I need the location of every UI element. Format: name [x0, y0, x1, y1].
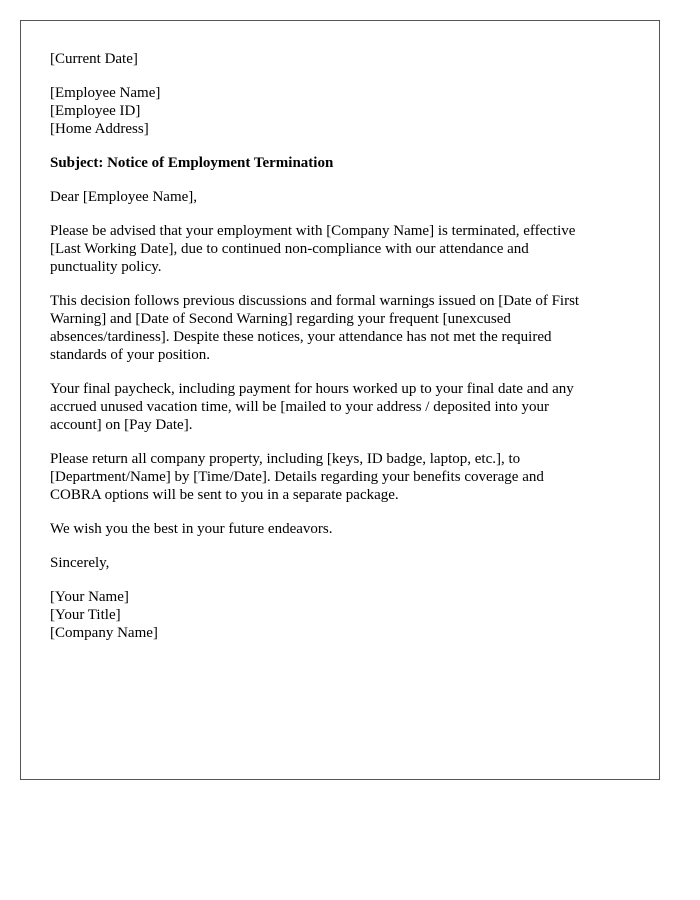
- paragraph-warnings: [50, 292, 640, 364]
- paragraph-termination-notice: [50, 222, 640, 276]
- paragraph-line: [Department/Name] by [Time/Date]. Details regarding your benefits coverage and: [50, 469, 544, 485]
- paragraph-line: Please be advised that your employment with [Company Name] is terminated, effective: [50, 223, 576, 239]
- paragraph-line: Warning] and [Date of Second Warning] regarding your frequent [unexcused: [50, 311, 511, 327]
- subject-text: Subject: Notice of Employment Termination: [50, 155, 334, 171]
- paragraph-line: absences/tardiness]. Despite these notices, your attendance has not met the required: [50, 329, 552, 345]
- subject-line: [50, 154, 640, 172]
- closing-text: Sincerely,: [50, 555, 110, 571]
- signature-block: [50, 588, 640, 642]
- letter-page: [20, 20, 660, 780]
- paragraph-line: accrued unused vacation time, will be [mailed to your address / deposited into your: [50, 399, 550, 415]
- paragraph-line: punctuality policy.: [50, 259, 162, 275]
- paragraph-line: [Last Working Date], due to continued non-compliance with our attendance and: [50, 241, 529, 257]
- signer-company: [Company Name]: [50, 625, 158, 641]
- employee-id: [Employee ID]: [50, 103, 141, 119]
- date-block: [50, 50, 640, 68]
- home-address: [Home Address]: [50, 121, 149, 137]
- paragraph-line: This decision follows previous discussions and formal warnings issued on [Date of First: [50, 293, 580, 309]
- signer-title: [Your Title]: [50, 607, 121, 623]
- recipient-block: [50, 84, 640, 138]
- paragraph-line: Please return all company property, including [keys, ID badge, laptop, etc.], to: [50, 451, 521, 467]
- letter-content: [50, 50, 640, 658]
- paragraph-line: We wish you the best in your future endeavors.: [50, 521, 333, 537]
- employee-name: [Employee Name]: [50, 85, 161, 101]
- paragraph-line: standards of your position.: [50, 347, 210, 363]
- paragraph-company-property: [50, 450, 640, 504]
- paragraph-line: COBRA options will be sent to you in a separate package.: [50, 487, 399, 503]
- salutation-text: Dear [Employee Name],: [50, 189, 198, 205]
- paragraph-line: account] on [Pay Date].: [50, 417, 193, 433]
- paragraph-well-wishes: [50, 520, 640, 538]
- paragraph-final-paycheck: [50, 380, 640, 434]
- current-date: [Current Date]: [50, 51, 138, 67]
- closing: [50, 554, 640, 572]
- paragraph-line: Your final paycheck, including payment for hours worked up to your final date and any: [50, 381, 574, 397]
- signer-name: [Your Name]: [50, 589, 129, 605]
- salutation: [50, 188, 640, 206]
